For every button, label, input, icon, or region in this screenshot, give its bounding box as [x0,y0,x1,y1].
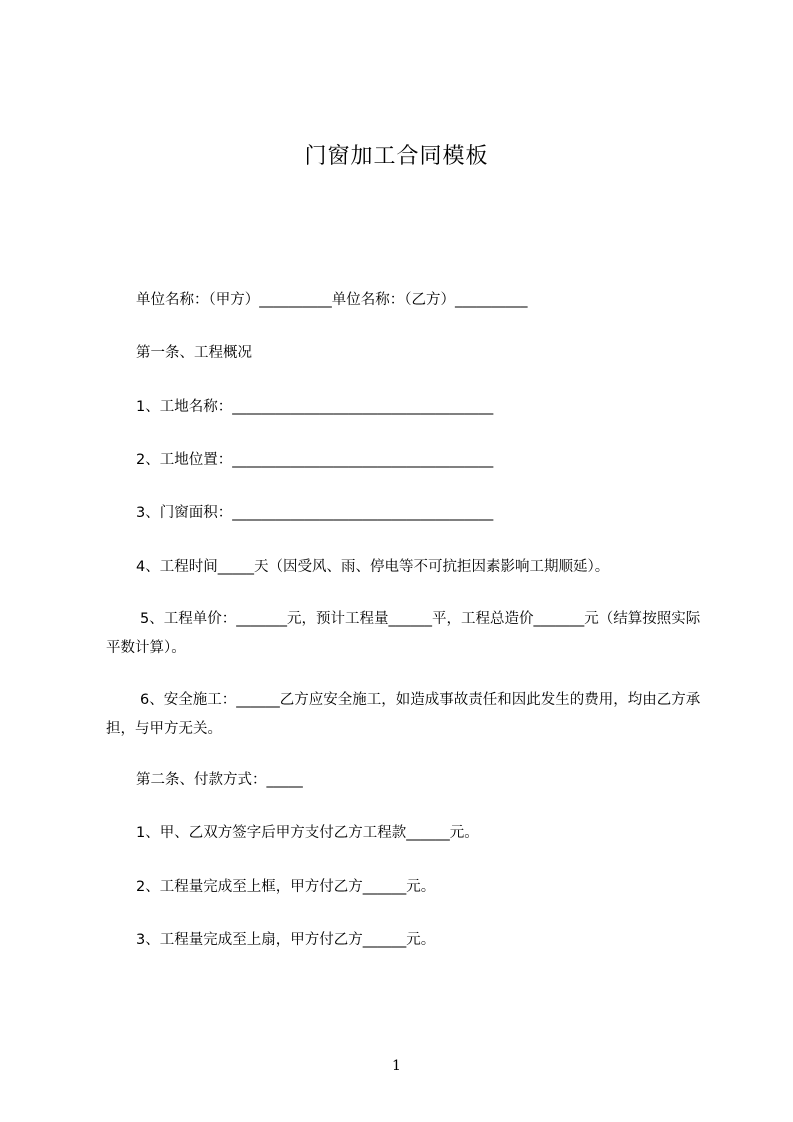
payment-item-3: 3、工程量完成至上扇，甲方付乙方______元。 [136,932,436,948]
page-number: 1 [392,1058,401,1074]
site-location-field: 2、工地位置：____________________________________ [136,452,494,468]
unit-price-item: 5、工程单价：_______元，预计工程量______平，工程总造价_______元（结算按照实际平数计算）。 [106,611,701,656]
safety-construction-item: 6、安全施工：______乙方应安全施工，如造成事故责任和因此发生的费用，均由乙方承担，与甲方无关。 [106,692,701,737]
payment-item-2: 2、工程量完成至上框，甲方付乙方______元。 [136,879,436,895]
document-title: 门窗加工合同模板 [304,144,489,169]
article-1-heading: 第一条、工程概况 [136,345,252,361]
site-name-field: 1、工地名称：____________________________________ [136,399,494,415]
window-area-field: 3、门窗面积：____________________________________ [136,505,494,521]
payment-item-1: 1、甲、乙双方签字后甲方支付乙方工程款______元。 [136,825,479,841]
party-names-line: 单位名称：（甲方）__________单位名称：（乙方）__________ [136,292,528,308]
article-2-heading: 第二条、付款方式：_____ [136,772,303,788]
project-duration-item: 4、工程时间_____天（因受风、雨、停电等不可抗拒因素影响工期顺延）。 [136,559,610,575]
